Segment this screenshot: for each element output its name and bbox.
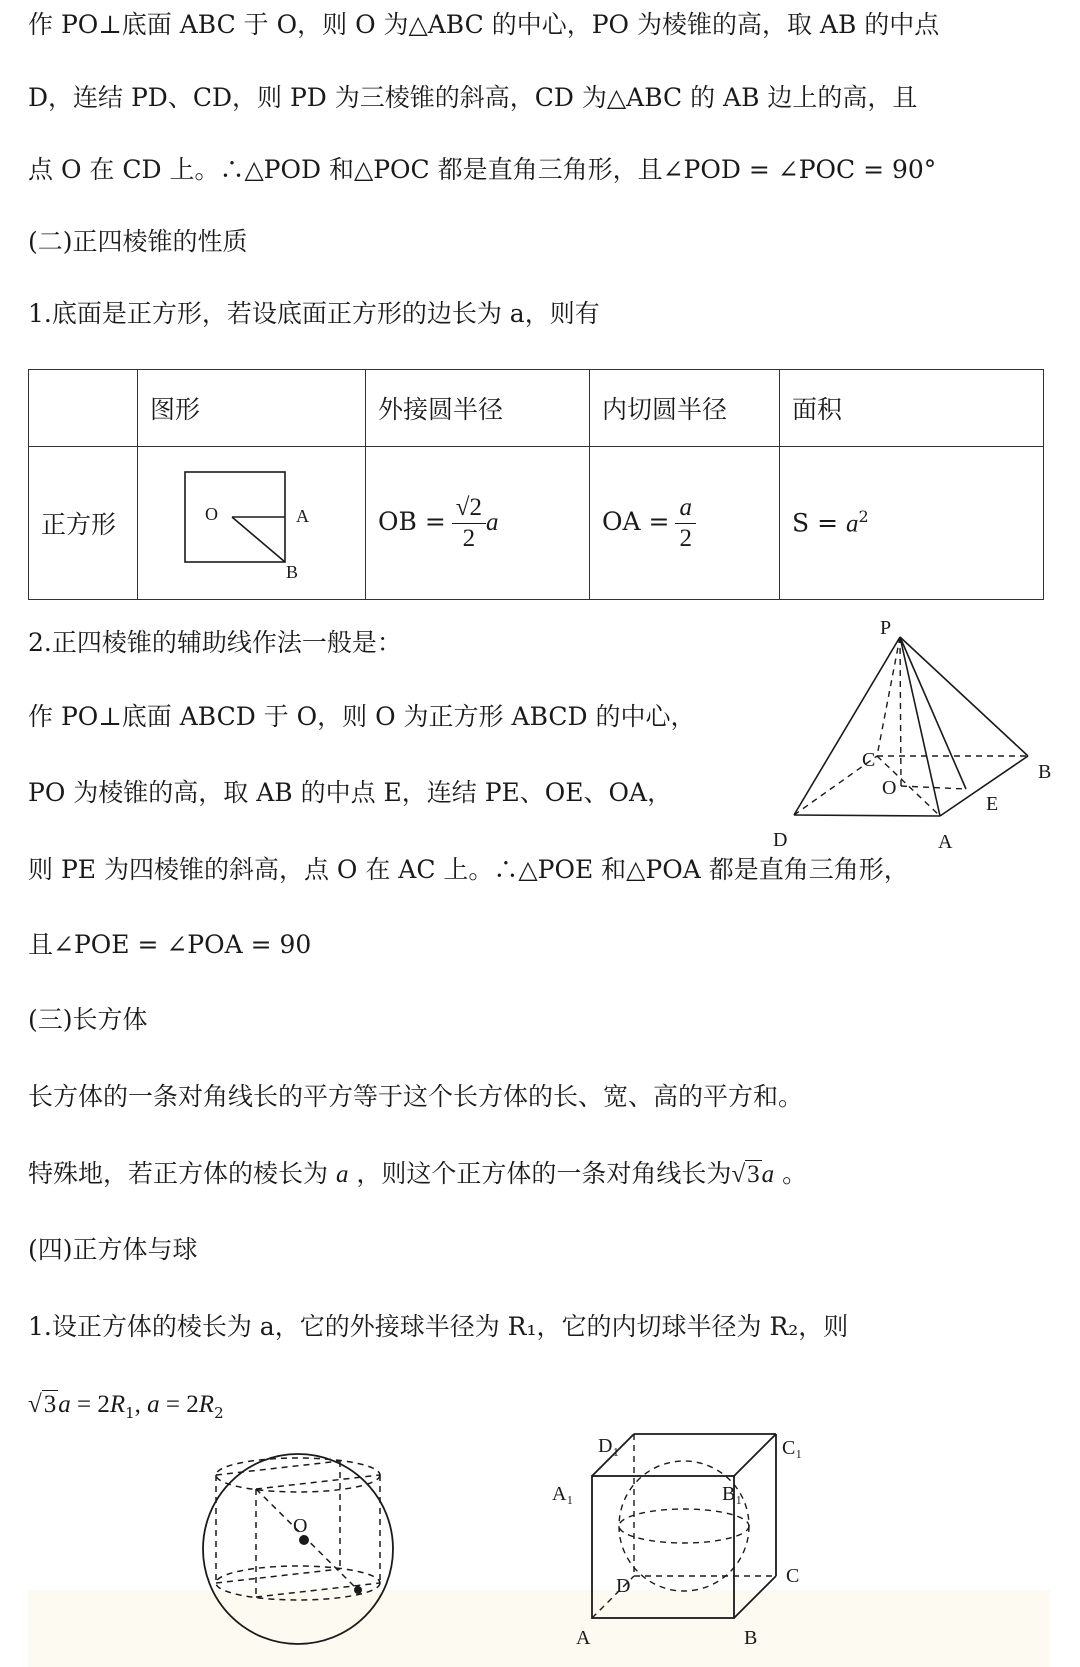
section-heading: (三)长方体 bbox=[28, 1005, 148, 1034]
bottom-back-line bbox=[216, 1569, 340, 1583]
table-row bbox=[29, 447, 1044, 600]
inscribed-sphere bbox=[619, 1461, 749, 1591]
label-a: A bbox=[576, 1627, 591, 1649]
text-line: D，连结 PD、CD，则 PD 为三棱锥的斜高，CD 为△ABC 的 AB 边上的高，且 bbox=[28, 83, 918, 112]
text-line: PO 为棱锥的高，取 AB 的中点 E，连结 PE、OE、OA， bbox=[28, 778, 673, 807]
bottom-ellipse bbox=[216, 1566, 380, 1600]
variable: a bbox=[335, 1161, 349, 1188]
table-header-cell: 面积 bbox=[780, 370, 1044, 447]
fraction bbox=[675, 493, 696, 554]
segment-ob bbox=[232, 517, 285, 562]
label-c: C bbox=[862, 749, 876, 771]
label-o: O bbox=[882, 777, 897, 799]
edge-da bbox=[794, 815, 940, 816]
fraction-numerator: √2 bbox=[452, 493, 486, 524]
radicand: 3 bbox=[43, 1391, 57, 1418]
label-a1: A₁ bbox=[552, 1483, 574, 1505]
bottom-tint bbox=[28, 1590, 1050, 1667]
text-span: ，则这个正方体的一条对角线长为 bbox=[356, 1159, 732, 1188]
square-figure bbox=[150, 460, 320, 580]
label-o: O bbox=[293, 1515, 308, 1537]
variable: a bbox=[761, 1161, 775, 1188]
exponent: 2 bbox=[858, 507, 869, 527]
fraction-denominator: 2 bbox=[679, 524, 692, 552]
edge-pb bbox=[900, 637, 1028, 756]
area-cell bbox=[780, 447, 1044, 600]
text-line: 2.正四棱锥的辅助线作法一般是： bbox=[28, 628, 402, 657]
formula-line bbox=[28, 1387, 1050, 1430]
section-heading: (四)正方体与球 bbox=[28, 1235, 198, 1264]
label-d1: D₁ bbox=[598, 1435, 620, 1457]
label-c1: C₁ bbox=[782, 1437, 803, 1459]
label-b1: B₁ bbox=[722, 1483, 743, 1505]
fraction bbox=[452, 493, 486, 554]
variable: a bbox=[58, 1391, 71, 1418]
text-line: 长方体的一条对角线长的平方等于这个长方体的长、宽、高的平方和。 bbox=[28, 1082, 804, 1111]
formula-lhs: OA = bbox=[602, 506, 670, 536]
label-o: O bbox=[205, 504, 218, 524]
cube-front-face bbox=[592, 1476, 734, 1618]
text-span: = 2 bbox=[159, 1391, 199, 1418]
variable: R bbox=[109, 1391, 126, 1418]
label-d: D bbox=[773, 829, 788, 851]
text-line: 作 PO⊥底面 ABCD 于 O，则 O 为正方形 ABCD 的中心， bbox=[28, 702, 696, 731]
circumradius-cell bbox=[366, 447, 590, 600]
variable: a bbox=[845, 510, 859, 538]
text-line: 作 PO⊥底面 ABC 于 O，则 O 为△ABC 的中心，PO 为棱锥的高，取 AB 的中点 bbox=[28, 10, 940, 39]
text-line: 1.设正方体的棱长为 a，它的外接球半径为 R₁，它的内切球半径为 R₂，则 bbox=[28, 1312, 849, 1341]
text-span: 特殊地，若正方体的棱长为 bbox=[28, 1159, 329, 1188]
edge-pe bbox=[900, 637, 966, 789]
text-span: = 2 bbox=[70, 1391, 110, 1418]
label-p: P bbox=[880, 617, 892, 639]
radical: √3 bbox=[731, 1161, 760, 1188]
table-header-cell: 图形 bbox=[138, 370, 366, 447]
variable: a bbox=[486, 508, 499, 536]
height-po bbox=[900, 637, 901, 786]
text-line bbox=[28, 1157, 1050, 1192]
sphere-equator bbox=[619, 1509, 749, 1543]
radical: √3 bbox=[28, 1391, 57, 1418]
radicand: 3 bbox=[747, 1161, 760, 1188]
inradius-cell bbox=[590, 447, 780, 600]
formula-lhs: OB = bbox=[378, 506, 446, 536]
cube-with-inscribed-sphere-figure bbox=[540, 1420, 830, 1667]
label-e: E bbox=[986, 793, 999, 815]
text-line: 则 PE 为四棱锥的斜高，点 O 在 AC 上。∴△POE 和△POA 都是直角三角形， bbox=[28, 855, 909, 884]
table-header-row bbox=[29, 370, 1044, 447]
table-header-cell: 内切圆半径 bbox=[590, 370, 780, 447]
section-heading: (二)正四棱锥的性质 bbox=[28, 227, 248, 256]
edge-ab bbox=[940, 756, 1028, 816]
top-back-line bbox=[216, 1461, 340, 1475]
table-header-cell bbox=[29, 370, 138, 447]
square-pyramid-figure bbox=[770, 616, 1060, 856]
label-c: C bbox=[786, 1565, 800, 1587]
variable: a bbox=[147, 1391, 160, 1418]
label-a: A bbox=[938, 831, 953, 853]
subscript: 2 bbox=[214, 1404, 224, 1422]
label-d: D bbox=[616, 1575, 631, 1597]
label-b: B bbox=[286, 562, 299, 580]
variable: R bbox=[198, 1391, 215, 1418]
fraction-numerator: a bbox=[675, 493, 696, 524]
edge-pa bbox=[900, 637, 940, 816]
square-properties-table bbox=[28, 369, 1044, 600]
text-span: , bbox=[134, 1391, 148, 1418]
square-figure-cell bbox=[138, 447, 366, 600]
edge-bc bbox=[734, 1576, 776, 1618]
row-label: 正方形 bbox=[29, 447, 138, 600]
text-line: 点 O 在 CD 上。∴△POD 和△POC 都是直角三角形，且∠POD = ∠POC = 90° bbox=[28, 155, 937, 184]
vertex-point bbox=[354, 1586, 362, 1594]
label-b: B bbox=[1038, 761, 1052, 783]
formula-lhs: S = bbox=[792, 508, 839, 538]
text-line: 1.底面是正方形，若设底面正方形的边长为 a，则有 bbox=[28, 299, 600, 328]
outer-sphere bbox=[203, 1454, 393, 1644]
fraction-denominator: 2 bbox=[462, 524, 476, 552]
edge-b1c1 bbox=[734, 1434, 776, 1476]
label-b: B bbox=[744, 1627, 758, 1649]
table-header-cell: 外接圆半径 bbox=[366, 370, 590, 447]
cube-in-sphere-figure bbox=[195, 1440, 415, 1665]
text-line: 且∠POE = ∠POA = 90 bbox=[28, 930, 312, 959]
text-span: 。 bbox=[782, 1159, 808, 1188]
top-ellipse bbox=[216, 1458, 380, 1492]
subscript: 1 bbox=[125, 1404, 135, 1422]
label-a: A bbox=[296, 506, 309, 526]
